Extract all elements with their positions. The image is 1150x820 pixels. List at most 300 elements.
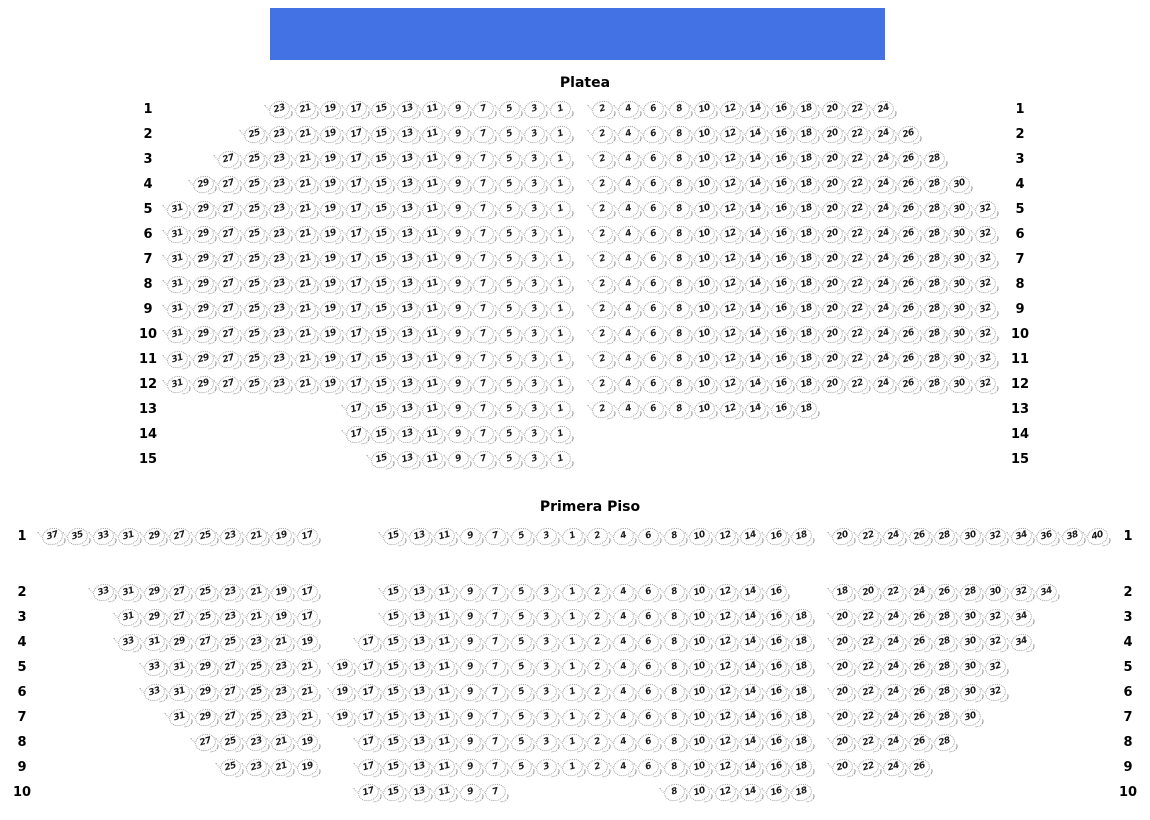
seat[interactable] bbox=[318, 322, 344, 347]
seat[interactable] bbox=[947, 197, 973, 222]
seat[interactable] bbox=[269, 580, 295, 605]
seat[interactable] bbox=[560, 524, 586, 549]
seat[interactable] bbox=[687, 580, 713, 605]
seat[interactable] bbox=[165, 347, 191, 372]
seat[interactable] bbox=[922, 347, 948, 372]
seat[interactable] bbox=[667, 397, 693, 422]
seat[interactable] bbox=[165, 372, 191, 397]
seat[interactable] bbox=[590, 122, 616, 147]
seat[interactable] bbox=[65, 524, 91, 549]
seat[interactable] bbox=[743, 247, 769, 272]
seat[interactable] bbox=[896, 222, 922, 247]
seat[interactable] bbox=[907, 655, 933, 680]
seat[interactable] bbox=[738, 580, 764, 605]
seat[interactable] bbox=[522, 197, 548, 222]
seat[interactable] bbox=[369, 197, 395, 222]
seat[interactable] bbox=[611, 680, 637, 705]
seat[interactable] bbox=[267, 122, 293, 147]
seat[interactable] bbox=[458, 705, 484, 730]
seat[interactable] bbox=[293, 172, 319, 197]
seat[interactable] bbox=[167, 524, 193, 549]
seat[interactable] bbox=[295, 705, 321, 730]
seat[interactable] bbox=[947, 347, 973, 372]
seat[interactable] bbox=[611, 605, 637, 630]
seat[interactable] bbox=[193, 605, 219, 630]
seat[interactable] bbox=[446, 147, 472, 172]
seat[interactable] bbox=[458, 730, 484, 755]
seat[interactable] bbox=[458, 605, 484, 630]
seat[interactable] bbox=[446, 197, 472, 222]
seat[interactable] bbox=[165, 297, 191, 322]
seat[interactable] bbox=[881, 655, 907, 680]
seat[interactable] bbox=[522, 297, 548, 322]
seat[interactable] bbox=[718, 397, 744, 422]
seat[interactable] bbox=[509, 630, 535, 655]
seat[interactable] bbox=[820, 372, 846, 397]
seat[interactable] bbox=[907, 605, 933, 630]
seat[interactable] bbox=[432, 680, 458, 705]
seat[interactable] bbox=[641, 172, 667, 197]
seat[interactable] bbox=[641, 297, 667, 322]
seat[interactable] bbox=[718, 322, 744, 347]
seat[interactable] bbox=[216, 322, 242, 347]
seat[interactable] bbox=[667, 122, 693, 147]
seat[interactable] bbox=[497, 97, 523, 122]
seat[interactable] bbox=[244, 680, 270, 705]
seat[interactable] bbox=[881, 730, 907, 755]
seat[interactable] bbox=[662, 605, 688, 630]
seat[interactable] bbox=[91, 524, 117, 549]
seat[interactable] bbox=[522, 247, 548, 272]
seat[interactable] bbox=[395, 197, 421, 222]
seat[interactable] bbox=[509, 755, 535, 780]
seat[interactable] bbox=[191, 222, 217, 247]
seat[interactable] bbox=[590, 322, 616, 347]
seat[interactable] bbox=[369, 122, 395, 147]
seat[interactable] bbox=[585, 730, 611, 755]
seat[interactable] bbox=[764, 580, 790, 605]
seat[interactable] bbox=[932, 605, 958, 630]
seat[interactable] bbox=[820, 122, 846, 147]
seat[interactable] bbox=[973, 272, 999, 297]
seat[interactable] bbox=[958, 705, 984, 730]
seat[interactable] bbox=[293, 97, 319, 122]
seat[interactable] bbox=[662, 755, 688, 780]
seat[interactable] bbox=[483, 755, 509, 780]
seat[interactable] bbox=[560, 705, 586, 730]
seat[interactable] bbox=[738, 730, 764, 755]
seat[interactable] bbox=[167, 705, 193, 730]
seat[interactable] bbox=[295, 755, 321, 780]
seat[interactable] bbox=[947, 297, 973, 322]
seat[interactable] bbox=[590, 247, 616, 272]
seat[interactable] bbox=[267, 272, 293, 297]
seat[interactable] bbox=[522, 322, 548, 347]
seat[interactable] bbox=[667, 322, 693, 347]
seat[interactable] bbox=[820, 297, 846, 322]
seat[interactable] bbox=[896, 272, 922, 297]
seat[interactable] bbox=[420, 247, 446, 272]
seat[interactable] bbox=[1034, 524, 1060, 549]
seat[interactable] bbox=[369, 322, 395, 347]
seat[interactable] bbox=[191, 372, 217, 397]
seat[interactable] bbox=[471, 247, 497, 272]
seat[interactable] bbox=[907, 705, 933, 730]
seat[interactable] bbox=[616, 122, 642, 147]
seat[interactable] bbox=[420, 147, 446, 172]
seat[interactable] bbox=[616, 247, 642, 272]
seat[interactable] bbox=[446, 397, 472, 422]
seat[interactable] bbox=[420, 97, 446, 122]
seat[interactable] bbox=[692, 247, 718, 272]
seat[interactable] bbox=[330, 705, 356, 730]
seat[interactable] bbox=[497, 372, 523, 397]
seat[interactable] bbox=[497, 397, 523, 422]
seat[interactable] bbox=[769, 297, 795, 322]
seat[interactable] bbox=[369, 347, 395, 372]
seat[interactable] bbox=[667, 272, 693, 297]
seat[interactable] bbox=[165, 222, 191, 247]
seat[interactable] bbox=[216, 147, 242, 172]
seat[interactable] bbox=[432, 630, 458, 655]
seat[interactable] bbox=[509, 730, 535, 755]
seat[interactable] bbox=[983, 655, 1009, 680]
seat[interactable] bbox=[446, 97, 472, 122]
seat[interactable] bbox=[318, 147, 344, 172]
seat[interactable] bbox=[590, 222, 616, 247]
seat[interactable] bbox=[216, 222, 242, 247]
seat[interactable] bbox=[743, 397, 769, 422]
seat[interactable] bbox=[764, 655, 790, 680]
seat[interactable] bbox=[743, 297, 769, 322]
seat[interactable] bbox=[922, 322, 948, 347]
seat[interactable] bbox=[611, 655, 637, 680]
seat[interactable] bbox=[713, 580, 739, 605]
seat[interactable] bbox=[764, 680, 790, 705]
seat[interactable] bbox=[167, 580, 193, 605]
seat[interactable] bbox=[636, 605, 662, 630]
seat[interactable] bbox=[871, 122, 897, 147]
seat[interactable] bbox=[830, 580, 856, 605]
seat[interactable] bbox=[616, 222, 642, 247]
seat[interactable] bbox=[142, 605, 168, 630]
seat[interactable] bbox=[344, 297, 370, 322]
seat[interactable] bbox=[794, 172, 820, 197]
seat[interactable] bbox=[548, 372, 574, 397]
seat[interactable] bbox=[590, 347, 616, 372]
seat[interactable] bbox=[743, 272, 769, 297]
seat[interactable] bbox=[820, 272, 846, 297]
seat[interactable] bbox=[896, 122, 922, 147]
seat[interactable] bbox=[242, 372, 268, 397]
seat[interactable] bbox=[794, 372, 820, 397]
seat[interactable] bbox=[789, 630, 815, 655]
seat[interactable] bbox=[636, 580, 662, 605]
seat[interactable] bbox=[193, 705, 219, 730]
seat[interactable] bbox=[116, 524, 142, 549]
seat[interactable] bbox=[497, 447, 523, 472]
seat[interactable] bbox=[692, 297, 718, 322]
seat[interactable] bbox=[947, 322, 973, 347]
seat[interactable] bbox=[692, 372, 718, 397]
seat[interactable] bbox=[907, 580, 933, 605]
seat[interactable] bbox=[116, 630, 142, 655]
seat[interactable] bbox=[794, 397, 820, 422]
seat[interactable] bbox=[483, 680, 509, 705]
seat[interactable] bbox=[369, 397, 395, 422]
seat[interactable] bbox=[267, 172, 293, 197]
seat[interactable] bbox=[165, 247, 191, 272]
seat[interactable] bbox=[856, 580, 882, 605]
seat[interactable] bbox=[381, 630, 407, 655]
seat[interactable] bbox=[116, 580, 142, 605]
seat[interactable] bbox=[191, 172, 217, 197]
seat[interactable] bbox=[718, 97, 744, 122]
seat[interactable] bbox=[738, 780, 764, 805]
seat[interactable] bbox=[820, 247, 846, 272]
seat[interactable] bbox=[458, 655, 484, 680]
seat[interactable] bbox=[667, 197, 693, 222]
seat[interactable] bbox=[922, 172, 948, 197]
seat[interactable] bbox=[395, 147, 421, 172]
seat[interactable] bbox=[344, 247, 370, 272]
seat[interactable] bbox=[845, 272, 871, 297]
seat[interactable] bbox=[820, 147, 846, 172]
seat[interactable] bbox=[713, 780, 739, 805]
seat[interactable] bbox=[789, 705, 815, 730]
seat[interactable] bbox=[743, 147, 769, 172]
seat[interactable] bbox=[407, 524, 433, 549]
seat[interactable] bbox=[932, 705, 958, 730]
seat[interactable] bbox=[590, 272, 616, 297]
seat[interactable] bbox=[718, 222, 744, 247]
seat[interactable] bbox=[509, 605, 535, 630]
seat[interactable] bbox=[420, 347, 446, 372]
seat[interactable] bbox=[973, 197, 999, 222]
seat[interactable] bbox=[142, 524, 168, 549]
seat[interactable] bbox=[407, 580, 433, 605]
seat[interactable] bbox=[713, 680, 739, 705]
seat[interactable] bbox=[611, 630, 637, 655]
seat[interactable] bbox=[407, 730, 433, 755]
seat[interactable] bbox=[534, 580, 560, 605]
seat[interactable] bbox=[242, 347, 268, 372]
seat[interactable] bbox=[611, 524, 637, 549]
seat[interactable] bbox=[667, 347, 693, 372]
seat[interactable] bbox=[896, 372, 922, 397]
seat[interactable] bbox=[446, 172, 472, 197]
seat[interactable] bbox=[560, 655, 586, 680]
seat[interactable] bbox=[522, 397, 548, 422]
seat[interactable] bbox=[407, 605, 433, 630]
seat[interactable] bbox=[369, 447, 395, 472]
seat[interactable] bbox=[667, 372, 693, 397]
seat[interactable] bbox=[789, 755, 815, 780]
seat[interactable] bbox=[616, 97, 642, 122]
seat[interactable] bbox=[522, 447, 548, 472]
seat[interactable] bbox=[446, 422, 472, 447]
seat[interactable] bbox=[193, 630, 219, 655]
seat[interactable] bbox=[216, 247, 242, 272]
seat[interactable] bbox=[641, 197, 667, 222]
seat[interactable] bbox=[718, 297, 744, 322]
seat[interactable] bbox=[636, 630, 662, 655]
seat[interactable] bbox=[718, 372, 744, 397]
seat[interactable] bbox=[958, 605, 984, 630]
seat[interactable] bbox=[830, 730, 856, 755]
seat[interactable] bbox=[641, 322, 667, 347]
seat[interactable] bbox=[242, 272, 268, 297]
seat[interactable] bbox=[641, 147, 667, 172]
seat[interactable] bbox=[293, 272, 319, 297]
seat[interactable] bbox=[662, 680, 688, 705]
seat[interactable] bbox=[420, 397, 446, 422]
seat[interactable] bbox=[932, 580, 958, 605]
seat[interactable] bbox=[216, 347, 242, 372]
seat[interactable] bbox=[896, 247, 922, 272]
seat[interactable] bbox=[395, 397, 421, 422]
seat[interactable] bbox=[611, 580, 637, 605]
seat[interactable] bbox=[743, 172, 769, 197]
seat[interactable] bbox=[845, 122, 871, 147]
seat[interactable] bbox=[497, 347, 523, 372]
seat[interactable] bbox=[856, 655, 882, 680]
seat[interactable] bbox=[395, 97, 421, 122]
seat[interactable] bbox=[395, 297, 421, 322]
seat[interactable] bbox=[616, 197, 642, 222]
seat[interactable] bbox=[497, 322, 523, 347]
seat[interactable] bbox=[471, 122, 497, 147]
seat[interactable] bbox=[794, 247, 820, 272]
seat[interactable] bbox=[641, 247, 667, 272]
seat[interactable] bbox=[381, 755, 407, 780]
seat[interactable] bbox=[244, 605, 270, 630]
seat[interactable] bbox=[616, 322, 642, 347]
seat[interactable] bbox=[713, 655, 739, 680]
seat[interactable] bbox=[244, 630, 270, 655]
seat[interactable] bbox=[471, 397, 497, 422]
seat[interactable] bbox=[356, 780, 382, 805]
seat[interactable] bbox=[856, 605, 882, 630]
seat[interactable] bbox=[483, 655, 509, 680]
seat[interactable] bbox=[718, 247, 744, 272]
seat[interactable] bbox=[692, 272, 718, 297]
seat[interactable] bbox=[191, 347, 217, 372]
seat[interactable] bbox=[871, 172, 897, 197]
seat[interactable] bbox=[789, 655, 815, 680]
seat[interactable] bbox=[794, 122, 820, 147]
seat[interactable] bbox=[344, 172, 370, 197]
seat[interactable] bbox=[267, 297, 293, 322]
seat[interactable] bbox=[407, 630, 433, 655]
seat[interactable] bbox=[218, 630, 244, 655]
seat[interactable] bbox=[330, 680, 356, 705]
seat[interactable] bbox=[718, 272, 744, 297]
seat[interactable] bbox=[267, 372, 293, 397]
seat[interactable] bbox=[641, 122, 667, 147]
seat[interactable] bbox=[534, 605, 560, 630]
seat[interactable] bbox=[458, 680, 484, 705]
seat[interactable] bbox=[167, 630, 193, 655]
seat[interactable] bbox=[420, 172, 446, 197]
seat[interactable] bbox=[896, 297, 922, 322]
seat[interactable] bbox=[318, 272, 344, 297]
seat[interactable] bbox=[522, 172, 548, 197]
seat[interactable] bbox=[794, 272, 820, 297]
seat[interactable] bbox=[534, 705, 560, 730]
seat[interactable] bbox=[420, 197, 446, 222]
seat[interactable] bbox=[548, 172, 574, 197]
seat[interactable] bbox=[548, 222, 574, 247]
seat[interactable] bbox=[769, 172, 795, 197]
seat[interactable] bbox=[548, 247, 574, 272]
seat[interactable] bbox=[692, 322, 718, 347]
seat[interactable] bbox=[641, 272, 667, 297]
seat[interactable] bbox=[738, 655, 764, 680]
seat[interactable] bbox=[922, 147, 948, 172]
seat[interactable] bbox=[167, 605, 193, 630]
seat[interactable] bbox=[662, 580, 688, 605]
seat[interactable] bbox=[896, 197, 922, 222]
seat[interactable] bbox=[871, 222, 897, 247]
seat[interactable] bbox=[548, 347, 574, 372]
seat[interactable] bbox=[244, 580, 270, 605]
seat[interactable] bbox=[769, 97, 795, 122]
seat[interactable] bbox=[471, 322, 497, 347]
seat[interactable] bbox=[432, 705, 458, 730]
seat[interactable] bbox=[548, 447, 574, 472]
seat[interactable] bbox=[907, 524, 933, 549]
seat[interactable] bbox=[216, 372, 242, 397]
seat[interactable] bbox=[369, 172, 395, 197]
seat[interactable] bbox=[193, 680, 219, 705]
seat[interactable] bbox=[845, 97, 871, 122]
seat[interactable] bbox=[218, 705, 244, 730]
seat[interactable] bbox=[662, 524, 688, 549]
seat[interactable] bbox=[244, 524, 270, 549]
seat[interactable] bbox=[641, 397, 667, 422]
seat[interactable] bbox=[794, 147, 820, 172]
seat[interactable] bbox=[616, 297, 642, 322]
seat[interactable] bbox=[344, 322, 370, 347]
seat[interactable] bbox=[713, 730, 739, 755]
seat[interactable] bbox=[548, 197, 574, 222]
seat[interactable] bbox=[369, 297, 395, 322]
seat[interactable] bbox=[907, 730, 933, 755]
seat[interactable] bbox=[820, 97, 846, 122]
seat[interactable] bbox=[636, 680, 662, 705]
seat[interactable] bbox=[216, 172, 242, 197]
seat[interactable] bbox=[295, 605, 321, 630]
seat[interactable] bbox=[167, 680, 193, 705]
seat[interactable] bbox=[269, 655, 295, 680]
seat[interactable] bbox=[548, 322, 574, 347]
seat[interactable] bbox=[497, 147, 523, 172]
seat[interactable] bbox=[1009, 630, 1035, 655]
seat[interactable] bbox=[193, 730, 219, 755]
seat[interactable] bbox=[318, 372, 344, 397]
seat[interactable] bbox=[356, 630, 382, 655]
seat[interactable] bbox=[590, 197, 616, 222]
seat[interactable] bbox=[356, 680, 382, 705]
seat[interactable] bbox=[856, 630, 882, 655]
seat[interactable] bbox=[344, 122, 370, 147]
seat[interactable] bbox=[218, 580, 244, 605]
seat[interactable] bbox=[932, 730, 958, 755]
seat[interactable] bbox=[738, 755, 764, 780]
seat[interactable] bbox=[662, 780, 688, 805]
seat[interactable] bbox=[590, 372, 616, 397]
